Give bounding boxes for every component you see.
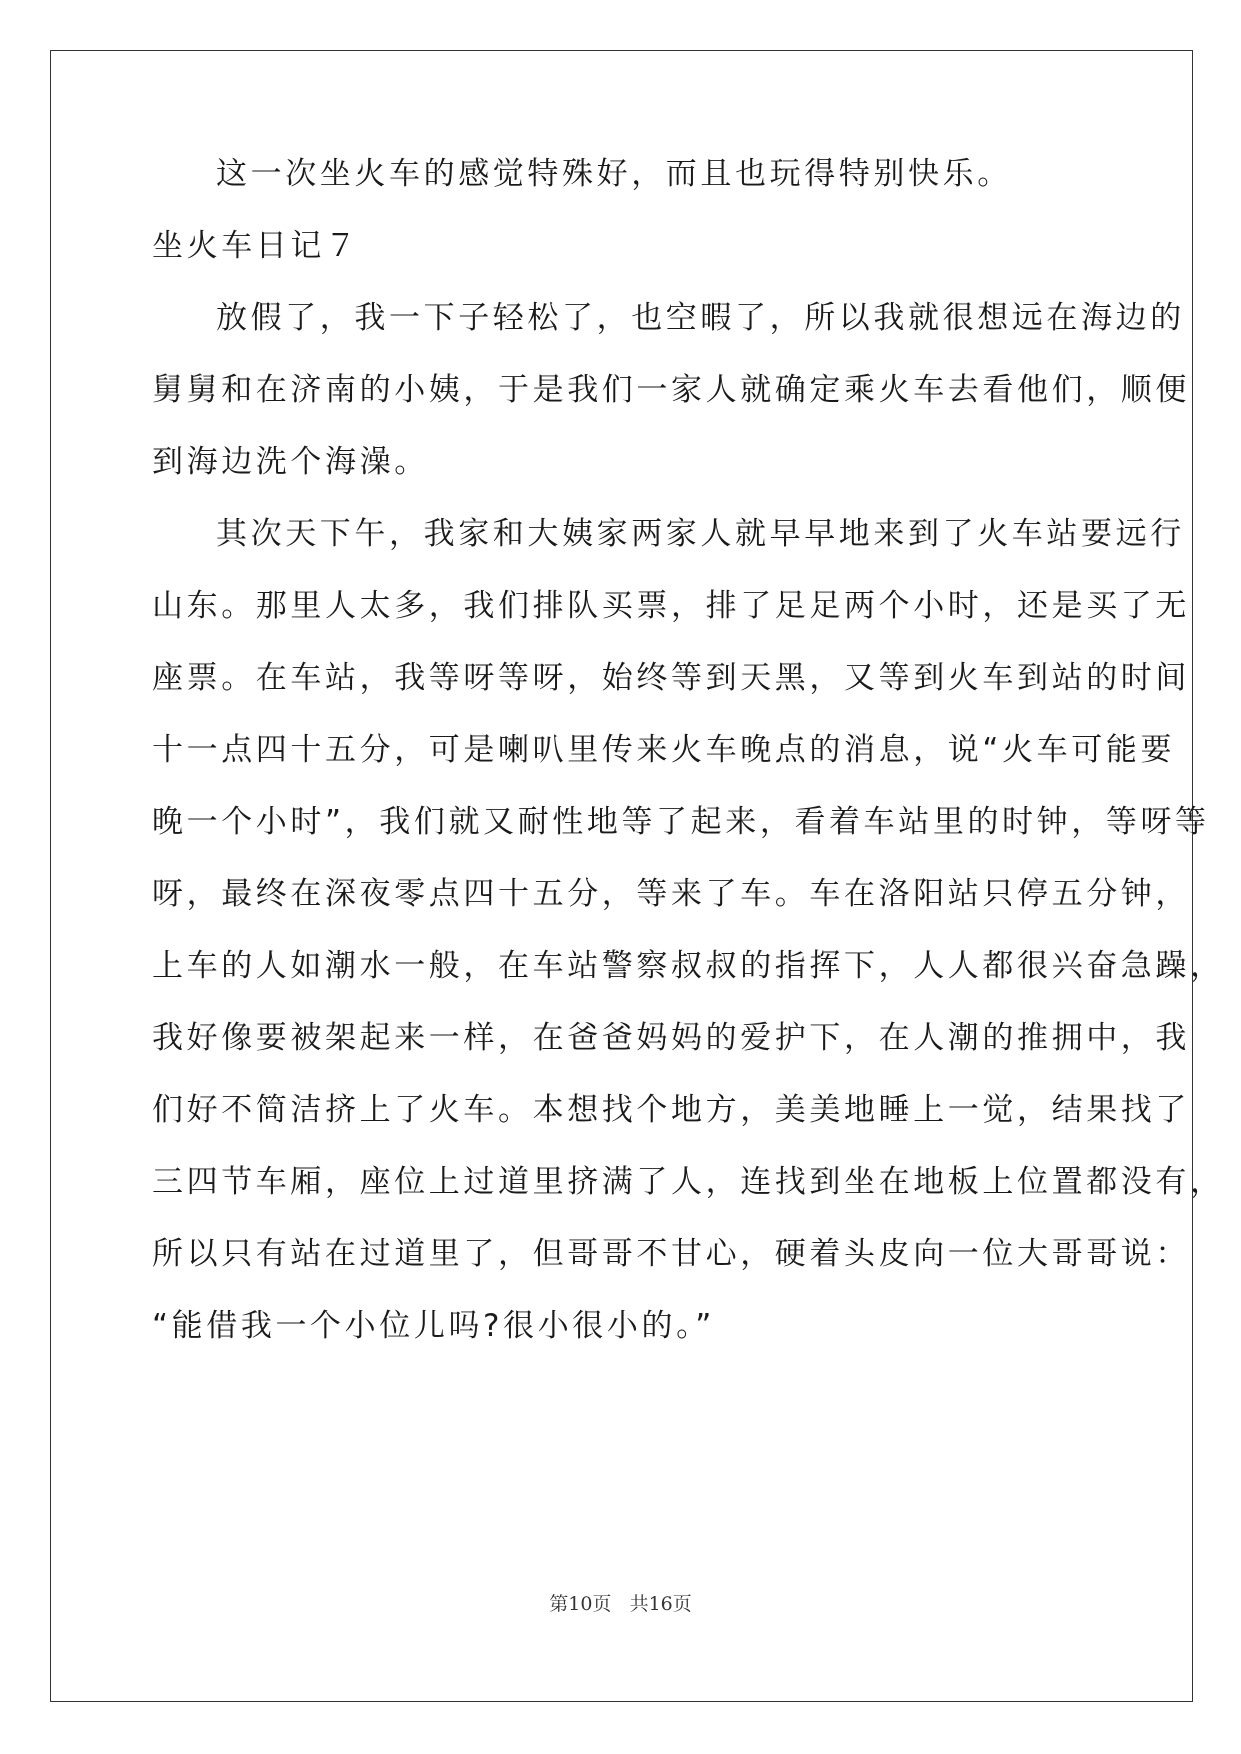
paragraph-line: 舅舅和在济南的小姨，于是我们一家人就确定乘火车去看他们，顺便 xyxy=(152,372,1190,408)
paragraph-line: 们好不简洁挤上了火车。本想找个地方，美美地睡上一觉，结果找了 xyxy=(152,1092,1190,1128)
paragraph-line: 所以只有站在过道里了，但哥哥不甘心，硬着头皮向一位大哥哥说： xyxy=(152,1236,1190,1272)
paragraph-line: 上车的人如潮水一般，在车站警察叔叔的指挥下，人人都很兴奋急躁， xyxy=(152,948,1225,984)
paragraph-line: 三四节车厢，座位上过道里挤满了人，连找到坐在地板上位置都没有， xyxy=(152,1164,1225,1200)
paragraph-line: 这一次坐火车的感觉特殊好，而且也玩得特别快乐。 xyxy=(216,156,1012,192)
paragraph-line: 放假了，我一下子轻松了，也空暇了，所以我就很想远在海边的 xyxy=(216,300,1185,336)
page-total: 共16页 xyxy=(629,1593,692,1615)
paragraph-line: 晚一个小时”，我们就又耐性地等了起来，看着车站里的时钟，等呀等 xyxy=(152,804,1210,840)
paragraph-line: 其次天下午，我家和大姨家两家人就早早地来到了火车站要远行 xyxy=(216,516,1185,552)
paragraph-line: 山东。那里人太多，我们排队买票，排了足足两个小时，还是买了无 xyxy=(152,588,1190,624)
page-footer xyxy=(0,1592,1241,1616)
page-number: 第10页 xyxy=(549,1593,612,1615)
paragraph-line: 到海边洗个海澡。 xyxy=(152,444,429,480)
paragraph-line: 我好像要被架起来一样，在爸爸妈妈的爱护下，在人潮的推拥中，我 xyxy=(152,1020,1190,1056)
paragraph-line: 呀，最终在深夜零点四十五分，等来了车。车在洛阳站只停五分钟， xyxy=(152,876,1190,912)
section-heading: 坐火车日记７ xyxy=(152,228,360,264)
paragraph-line: 十一点四十五分，可是喇叭里传来火车晚点的消息，说“火车可能要 xyxy=(152,732,1176,768)
paragraph-line: “能借我一个小位儿吗?很小很小的。” xyxy=(152,1308,715,1344)
paragraph-line: 座票。在车站，我等呀等呀，始终等到天黑，又等到火车到站的时间 xyxy=(152,660,1190,696)
